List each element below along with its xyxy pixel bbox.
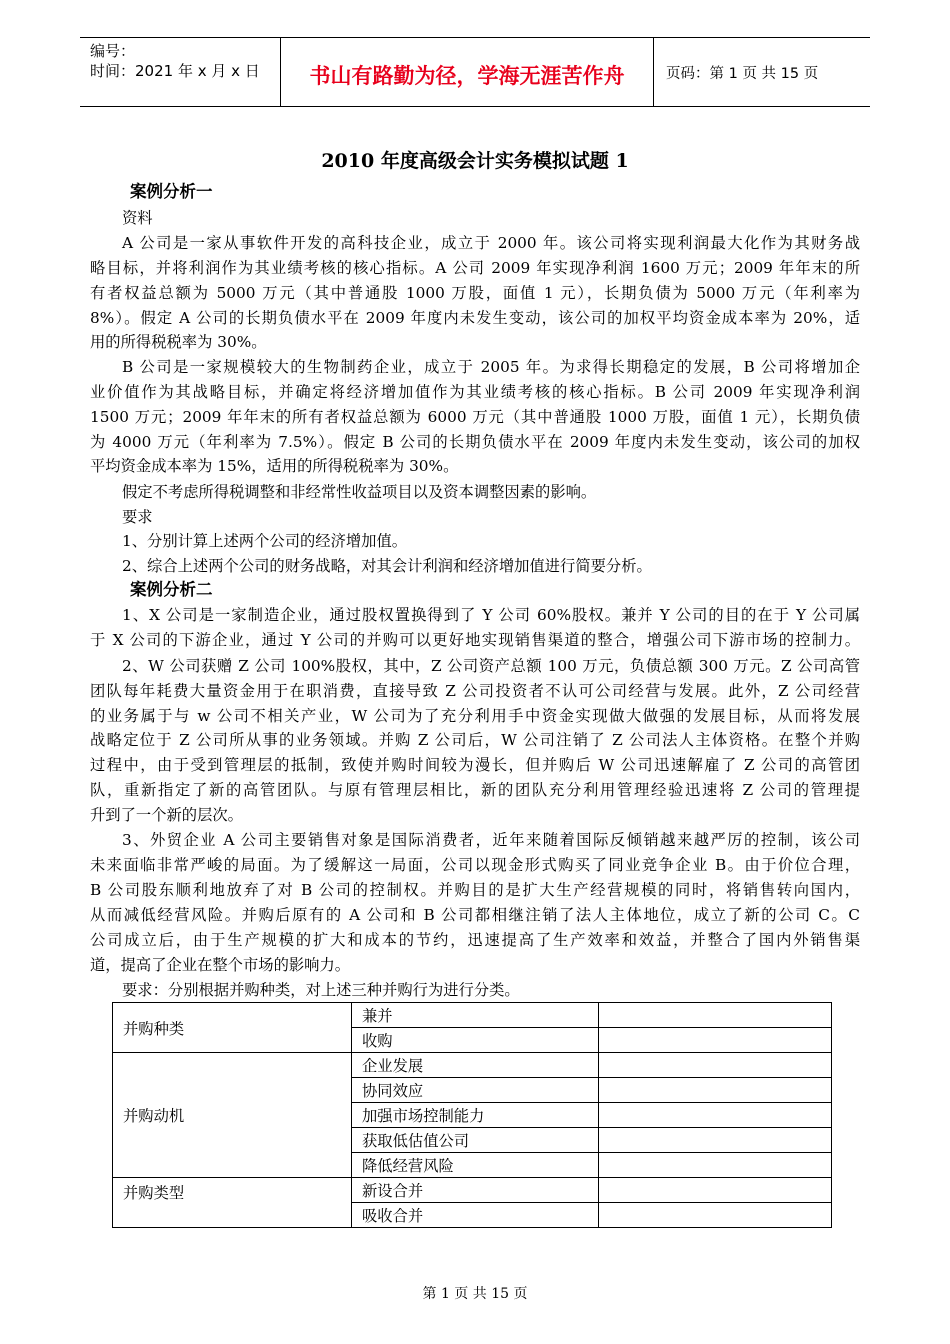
table-item: 加强市场控制能力 [352,1103,599,1128]
case2-requirement: 要求：分别根据并购种类，对上述三种并购行为进行分类。 [122,981,520,999]
case2-item2-line: 团队每年耗费大量资金用于在职消费，直接导致 Z 公司投资者不认可公司经营与发展。此外，Z 公司经营 [90,682,860,700]
document-number-label: 编号： [90,42,136,60]
page-footer: 第 1 页 共 15 页 [422,1286,528,1302]
case1-para-b-line: 为 4000 万元（年利率为 7.5%）。假定 B 公司的长期负债水平在 2009 年度内未发生变动，该公司的加权 [90,433,860,451]
header-motto-cell [281,38,654,106]
case1-para-b-line: 业价值作为其战略目标，并确定将经济增加值作为其业绩考核的核心指标。B 公司 2009 年实现净利润 [90,383,860,401]
case2-item1-line: 1、X 公司是一家制造企业，通过股权置换得到了 Y 公司 60%股权。兼并 Y 公司的目的在于 Y 公司属 [122,606,860,624]
table-answer-cell [599,1028,832,1053]
table-answer-cell [599,1053,832,1078]
case1-para-b-line: 平均资金成本率为 15%，适用的所得税税率为 30%。 [90,457,459,475]
case2-item2-line: 队，重新指定了新的高管团队。与原有管理层相比，新的团队充分利用管理经验迅速将 Z 公司的管理提 [90,781,860,799]
case2-item2-line: 升到了一个新的层次。 [90,806,243,824]
table-item: 降低经营风险 [352,1153,599,1178]
document-title: 2010 年度高级会计实务模拟试题 1 [321,150,629,172]
table-answer-cell [599,1203,832,1228]
page-header [80,37,870,107]
table-item: 吸收合并 [352,1203,599,1228]
case1-para-a-line: A 公司是一家从事软件开发的高科技企业，成立于 2000 年。该公司将实现利润最大化作为其财务战 [122,234,860,252]
page-info-label: 页码：第 1 页 共 15 页 [666,66,819,82]
case2-item2-line: 2、W 公司获赠 Z 公司 100%股权，其中，Z 公司资产总额 100 万元，负债总额 300 万元。Z 公司高管 [122,657,860,675]
table-item: 兼并 [352,1003,599,1028]
table-row [113,1003,832,1028]
table-group-label: 并购类型 [113,1178,352,1228]
case2-item3-line: 3、外贸企业 A 公司主要销售对象是国际消费者，近年来随着国际反倾销越来越严厉的控制，该公司 [122,831,860,849]
case2-item3-line: B 公司股东顺利地放弃了对 B 公司的控制权。并购目的是扩大生产经营规模的同时，将销售转向国内， [90,881,860,899]
case2-item3-line: 道，提高了企业在整个市场的影响力。 [90,956,351,974]
case1-requirement-label: 要求 [122,508,153,526]
case2-item2-line: 过程中，由于受到管理层的抵制，致使并购时间较为漫长，但并购后 W 公司迅速解雇了 Z 公司的高管团 [90,756,860,774]
table-item: 新设合并 [352,1178,599,1203]
table-answer-cell [599,1128,832,1153]
table-item: 获取低估值公司 [352,1128,599,1153]
table-answer-cell [599,1078,832,1103]
header-meta-cell [80,38,281,106]
case2-item2-line: 战略定位于 Z 公司所从事的业务领域。并购 Z 公司后，W 公司注销了 Z 公司法人主体资格。在整个并购 [90,731,860,749]
table-row [113,1178,832,1203]
case2-item3-line: 从而减低经营风险。并购后原有的 A 公司和 B 公司都相继注销了法人主体地位，成立了新的公司 C。C [90,906,860,924]
table-answer-cell [599,1178,832,1203]
table-answer-cell [599,1003,832,1028]
table-answer-cell [599,1153,832,1178]
case2-item1-line: 于 X 公司的下游企业，通过 Y 公司的并购可以更好地实现销售渠道的整合，增强公司下游市场的控制力。 [90,631,860,649]
document-time-label: 时间：2021 年 x 月 x 日 [90,62,260,80]
table-item: 协同效应 [352,1078,599,1103]
merger-classification-table [112,1002,832,1228]
table-item: 收购 [352,1028,599,1053]
case1-heading: 案例分析一 [130,182,213,201]
case1-para-a-line: 用的所得税税率为 30%。 [90,333,267,351]
case1-para-a-line: 8%）。假定 A 公司的长期负债水平在 2009 年度内未发生变动，该公司的加权平均资金成本率为 20%，适 [90,309,860,327]
case1-requirement-1: 1、分别计算上述两个公司的经济增加值。 [122,532,408,550]
case1-material-label: 资料 [122,209,153,227]
case2-item2-line: 的业务属于与 w 公司不相关产业，W 公司为了充分利用手中资金实现做大做强的发展目标，从而将发展 [90,707,860,725]
table-item: 企业发展 [352,1053,599,1078]
case1-requirement-2: 2、综合上述两个公司的财务战略，对其会计利润和经济增加值进行简要分析。 [122,557,652,575]
case2-item3-line: 公司成立后，由于生产规模的扩大和成本的节约，迅速提高了生产效率和效益，并整合了国内外销售渠 [90,931,860,949]
case1-para-b-line: 1500 万元；2009 年年末的所有者权益总额为 6000 万元（其中普通股 1000 万股，面值 1 元），长期负债 [90,408,860,426]
case1-para-b-line: B 公司是一家规模较大的生物制药企业，成立于 2005 年。为求得长期稳定的发展，B 公司将增加企 [122,358,860,376]
case1-assumption: 假定不考虑所得税调整和非经常性收益项目以及资本调整因素的影响。 [122,483,597,501]
table-answer-cell [599,1103,832,1128]
table-row [113,1053,832,1078]
table-group-label: 并购种类 [113,1003,352,1053]
table-group-label: 并购动机 [113,1053,352,1178]
case2-heading: 案例分析二 [130,580,213,599]
case1-para-a-line: 略目标，并将利润作为其业绩考核的核心指标。A 公司 2009 年实现净利润 1600 万元；2009 年年末的所 [90,259,860,277]
case2-item3-line: 未来面临非常严峻的局面。为了缓解这一局面，公司以现金形式购买了同业竞争企业 B。由于价位合理， [90,856,860,874]
header-page-cell [654,38,870,106]
motto-text: 书山有路勤为径，学海无涯苦作舟 [309,64,625,88]
case1-para-a-line: 有者权益总额为 5000 万元（其中普通股 1000 万股，面值 1 元），长期负债为 5000 万元（年利率为 [90,284,860,302]
